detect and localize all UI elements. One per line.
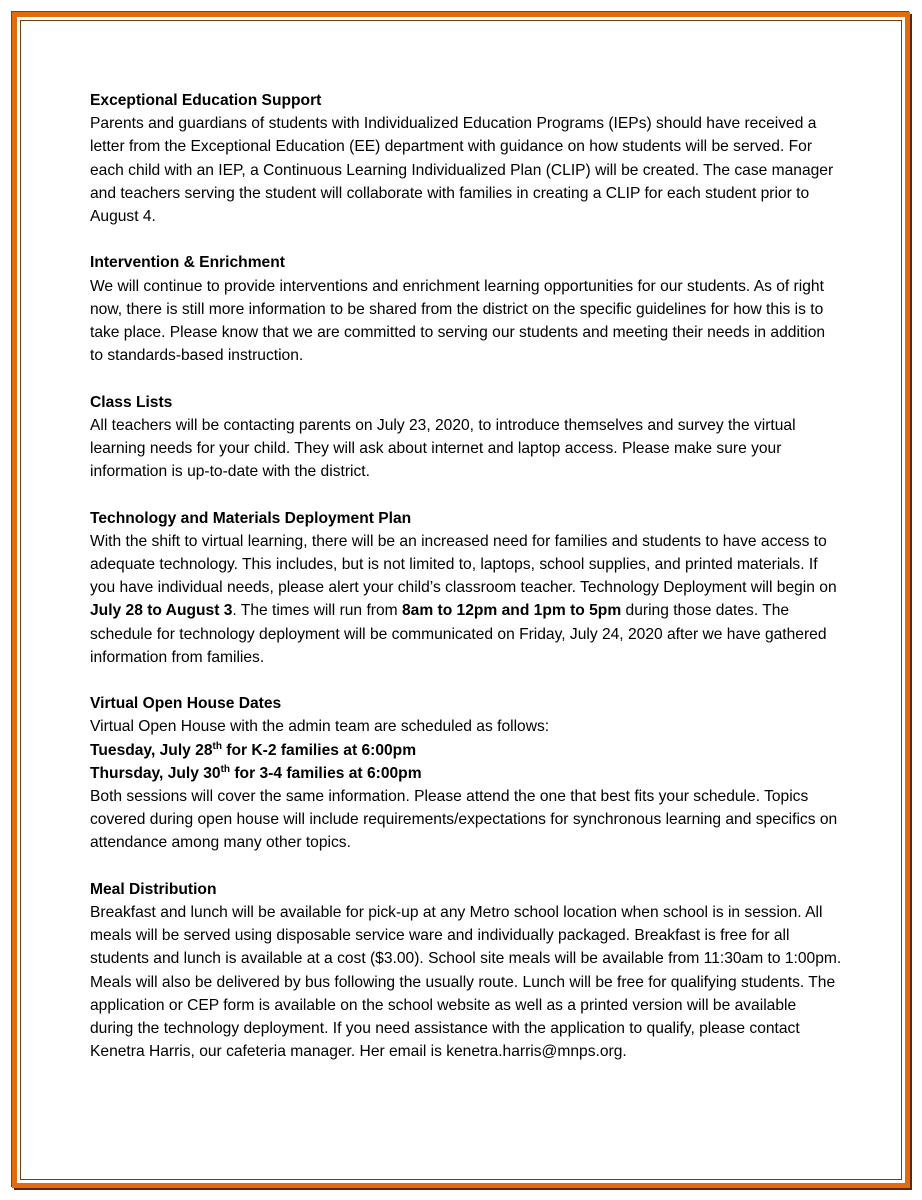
section-heading: Technology and Materials Deployment Plan <box>90 509 412 527</box>
section-virtual-open-house <box>90 692 842 854</box>
deployment-dates: July 28 to August 3 <box>90 602 233 620</box>
section-body <box>90 530 842 669</box>
section-meal-distribution <box>90 878 842 1064</box>
section-heading: Class Lists <box>90 393 173 411</box>
section-intro: Virtual Open House with the admin team are scheduled as follows: <box>90 718 550 736</box>
section-body: Both sessions will cover the same information. Please attend the one that best fits your schedule. Topics covered during open house will include requirements/expectations for synchronous learning and specifics on attendance among many other topics. <box>90 788 838 852</box>
body-text: . The times will run from <box>232 602 402 620</box>
section-heading: Virtual Open House Dates <box>90 695 282 713</box>
open-house-session-2: Thursday, July 30th for 3-4 families at 6:00pm <box>90 763 422 782</box>
body-text: during those dates. The schedule for technology deployment will be communicated on Friday, July 24, 2020 after we have gathered information from families. <box>90 602 827 666</box>
body-text: With the shift to virtual learning, there will be an increased need for families and students to have access to adequate technology. This includes, but is not limited to, laptops, school supplies, and printed materials. If you have individual needs, please alert your child’s classroom teacher. Technology Deployment will begin on <box>90 532 837 597</box>
deployment-times: 8am to 12pm and 1pm to 5pm <box>401 602 622 620</box>
document-body <box>90 89 842 1087</box>
section-heading: Exceptional Education Support <box>90 92 322 109</box>
section-class-lists <box>90 391 842 484</box>
section-technology-deployment <box>90 507 842 669</box>
section-heading: Intervention & Enrichment <box>90 254 285 272</box>
section-body: Breakfast and lunch will be available for pick-up at any Metro school location when school is in session. All meals will be served using disposable service ware and individually packaged. Breakfast is free for all students and lunch is available at a cost ($3.00). School site meals will be available from 11:30am to 1:00pm. Meals will also be delivered by bus following the usually route. Lunch will be free for qualifying students. The application or CEP form is available on the school website as well as a printed version will be available during the technology deployment. If you need assistance with the application to qualify, please contact Kenetra Harris, our cafeteria manager. Her email is kenetra.harris@mnps.org. <box>90 904 842 1061</box>
section-exceptional-education <box>90 89 842 228</box>
open-house-session-1: Tuesday, July 28th for K-2 families at 6:00pm <box>90 740 417 759</box>
section-body: Parents and guardians of students with Individualized Education Programs (IEPs) should have received a letter from the Exceptional Education (EE) department with guidance on how students will be served. For each child with an IEP, a Continuous Learning Individualized Plan (CLIP) will be created. The case manager and teachers serving the student will collaborate with families in creating a CLIP for each student prior to August 4. <box>90 115 834 226</box>
section-body: We will continue to provide interventions and enrichment learning opportunities for our students. As of right now, there is still more information to be shared from the district on the specific guidelines for how this is to take place. Please know that we are committed to serving our students and meeting their needs in addition to standards-based instruction. <box>90 277 826 365</box>
section-heading: Meal Distribution <box>90 880 217 898</box>
section-intervention-enrichment <box>90 251 842 367</box>
section-body: All teachers will be contacting parents on July 23, 2020, to introduce themselves and survey the virtual learning needs for your child. They will ask about internet and laptop access. Please make sure your information is up-to-date with the district. <box>90 416 796 481</box>
